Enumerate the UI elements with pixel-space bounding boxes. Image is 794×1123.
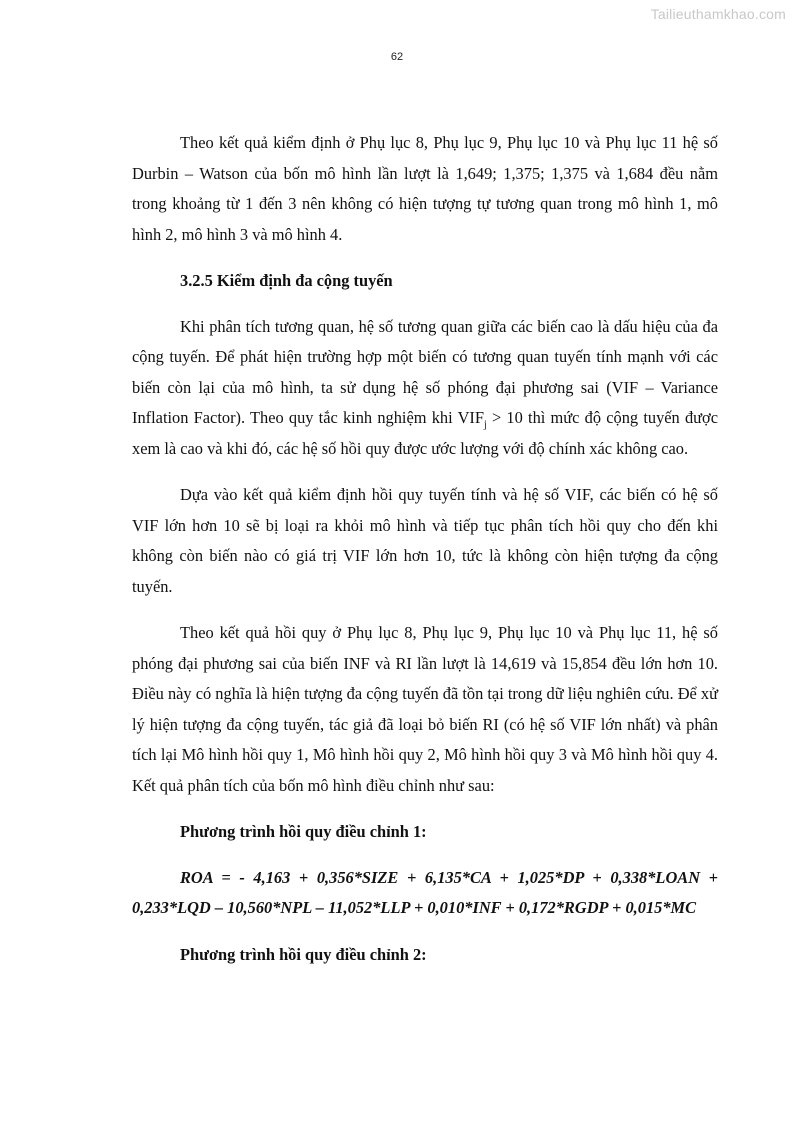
watermark: Tailieuthamkhao.com [650,6,786,22]
paragraph-text-before: Khi phân tích tương quan, hệ số tương quan giữa các biến cao là dấu hiệu của đa cộng tuyến. Để phát hiện trường hợp một biến có tương quan tuyến tính mạnh với các biến còn lại của mô hình, ta sử dụng hệ số phóng đại phương sai (VIF – Variance Inflation Factor). Theo quy tắc kinh nghiệm khi VIF [132,316,718,427]
paragraph-vif: Dựa vào kết quả kiểm định hồi quy tuyến tính và hệ số VIF, các biến có hệ số VIF lớn hơn 10 sẽ bị loại ra khỏi mô hình và tiếp tục phân tích hồi quy cho đến khi không còn biến nào có giá trị VIF lớn hơn 10, tức là không còn hiện tượng đa cộng tuyến. [132,485,718,596]
section-heading: 3.2.5 Kiểm định đa cộng tuyến [180,271,393,290]
paragraph-multicollinearity [132,312,718,465]
equation-1: ROA = - 4,163 + 0,356*SIZE + 6,135*CA + 1,025*DP + 0,338*LOAN + 0,233*LQD – 10,560*NPL – 11,052*LLP + 0,010*INF + 0,172*RGDP + 0,015*MC [132,867,718,917]
equation-1-title: Phương trình hồi quy điều chỉnh 1: [180,822,427,841]
subscript-j: j [483,419,487,431]
paragraph-regression-results: Theo kết quả hồi quy ở Phụ lục 8, Phụ lục 9, Phụ lục 10 và Phụ lục 11, hệ số phóng đại phương sai của biến INF và RI lần lượt là 14,619 và 15,854 đều lớn hơn 10. Điều này có nghĩa là hiện tượng đa cộng tuyến đã tồn tại trong dữ liệu nghiên cứu. Để xử lý hiện tượng đa cộng tuyến, tác giả đã loại bỏ biến RI (có hệ số VIF lớn nhất) và phân tích lại Mô hình hồi quy 1, Mô hình hồi quy 2, Mô hình hồi quy 3 và Mô hình hồi quy 4. Kết quả phân tích của bốn mô hình điều chỉnh như sau: [132,623,718,795]
paragraph-durbin-watson: Theo kết quả kiểm định ở Phụ lục 8, Phụ lục 9, Phụ lục 10 và Phụ lục 11 hệ số Durbin – Watson của bốn mô hình lần lượt là 1,649; 1,375; 1,375 và 1,684 đều nằm trong khoảng từ 1 đến 3 nên không có hiện tượng tự tương quan trong mô hình 1, mô hình 2, mô hình 3 và mô hình 4. [132,133,718,244]
paragraph-text-after: > 10 thì mức độ cộng tuyến được xem là cao và khi đó, các hệ số hồi quy được ước lượng với độ chính xác không cao. [132,408,718,458]
document-body [132,128,718,985]
page-number: 62 [390,51,404,63]
equation-2-title: Phương trình hồi quy điều chỉnh 2: [180,944,427,964]
